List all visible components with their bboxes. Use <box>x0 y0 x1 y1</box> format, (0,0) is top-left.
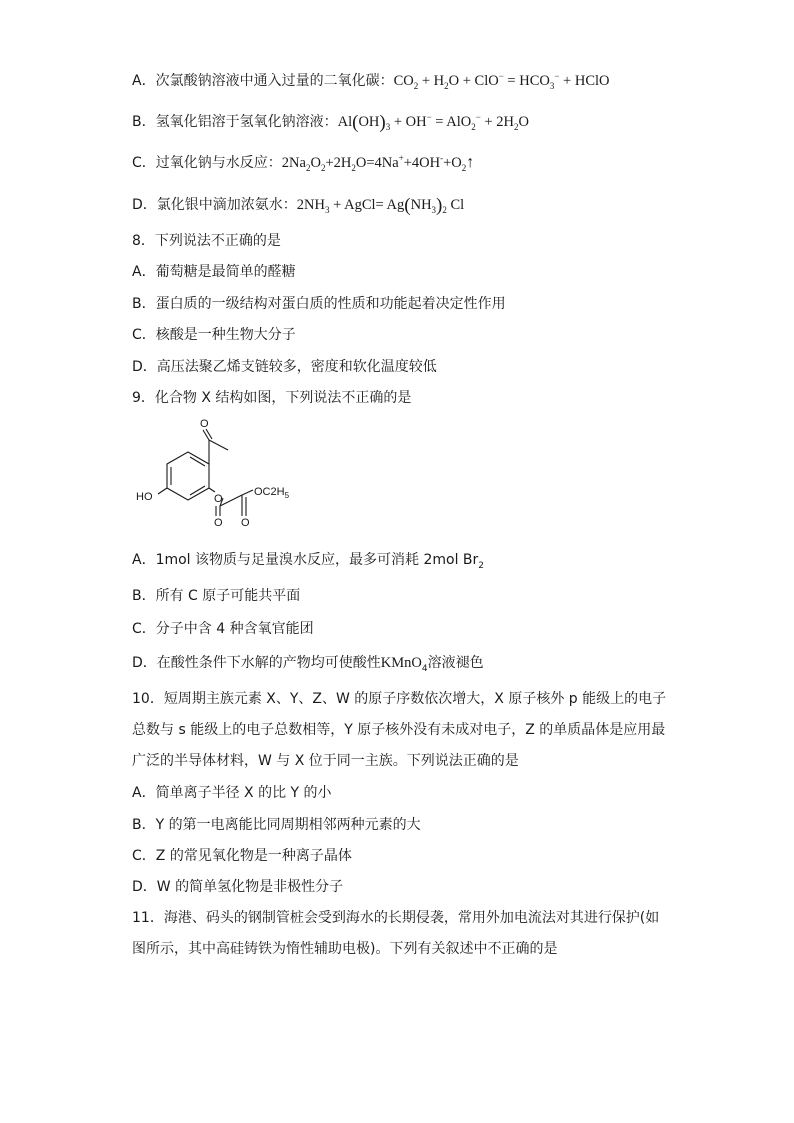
ring-oxygen-label: O <box>214 493 223 505</box>
acetyl-group <box>203 429 228 464</box>
q10-stem-line-3: 广泛的半导体材料，W 与 X 位于同一主族。下列说法正确的是 <box>132 753 519 769</box>
benzene-ring <box>167 452 209 500</box>
q8-option-a: A．葡萄糖是最简单的醛糖 <box>132 264 296 280</box>
q9-stem: 9．化合物 X 结构如图，下列说法不正确的是 <box>132 390 412 406</box>
q8-stem: 8．下列说法不正确的是 <box>132 233 281 249</box>
q9-option-a: A．1mol 该物质与足量溴水反应，最多可消耗 2mol $Br_2$ <box>132 552 485 571</box>
q8-option-c: C．核酸是一种生物大分子 <box>132 327 296 343</box>
q10-option-b: B．Y 的第一电离能比同周期相邻两种元素的大 <box>132 817 421 833</box>
q10-option-d: D．W 的简单氢化物是非极性分子 <box>132 879 344 895</box>
q7-equation-b: $Al(OH)_3 + OH^- = AlO_2^- + 2H_2O$ <box>337 112 529 133</box>
q7-equation-c: $2Na_2O_2+2H_2O=4Na^++4OH^-+O_2↑$ <box>281 153 475 173</box>
ethoxy-label: $OC2H_5$ <box>254 486 290 500</box>
ester-oxygen-label-1: O <box>214 517 223 529</box>
compound-x-structure <box>128 412 328 542</box>
q11-stem-line-1: 11．海港、码头的钢制管桩会受到海水的长期侵袭，常用外加电流法对其进行保护(如 <box>132 910 660 926</box>
q7-option-c: C．过氧化钠与水反应：$2Na_2O_2+2H_2O=4Na^++4OH^-+O_2↑$ <box>132 153 475 173</box>
q10-option-a: A．简单离子半径 X 的比 Y 的小 <box>132 785 332 801</box>
q7-option-a: A．次氯酸钠溶液中通入过量的二氧化碳：$CO_2 + H_2O + ClO^- = HCO_3^-$ + HClO <box>132 71 610 91</box>
keto-oxygen-label: O <box>200 418 209 430</box>
q8-option-b: B．蛋白质的一级结构对蛋白质的性质和功能起着决定性作用 <box>132 296 506 312</box>
q10-stem-line-1: 10．短周期主族元素 X、Y、Z、W 的原子序数依次增大，X 原子核外 p 能级上的电子 <box>132 691 667 707</box>
q10-stem-line-2: 总数与 s 能级上的电子总数相等，Y 原子核外没有未成对电子，Z 的单质晶体是应用最 <box>132 722 666 738</box>
hydroxyl-label: HO <box>136 491 153 503</box>
q9-option-b: B．所有 C 原子可能共平面 <box>132 588 301 604</box>
ester-chain <box>158 488 253 516</box>
ester-oxygen-label-2: O <box>241 517 250 529</box>
q9-option-c: C．分子中含 4 种含氧官能团 <box>132 621 314 637</box>
q7-option-b: B．氢氧化铝溶于氢氧化钠溶液：$Al(OH)_3 + OH^- = AlO_2^- + 2H_2O$ <box>132 112 529 133</box>
q7-equation-d: $2NH_3$ + AgCl= $Ag(NH_3)_2$ Cl <box>296 195 465 216</box>
q7-option-d: D．氯化银中滴加浓氨水：$2NH_3$ + AgCl= $Ag(NH_3)_2$ Cl <box>132 195 465 216</box>
q9-option-d: D．在酸性条件下水解的产物均可使酸性KMnO$_4$溶液褪色 <box>132 655 484 674</box>
q7-equation-a: $CO_2 + H_2O + ClO^- = HCO_3^-$ + HClO <box>393 71 610 91</box>
q11-stem-line-2: 图所示，其中高硅铸铁为惰性辅助电极)。下列有关叙述中不正确的是 <box>132 941 558 957</box>
q8-option-d: D．高压法聚乙烯支链较多，密度和软化温度较低 <box>132 359 437 375</box>
q10-option-c: C．Z 的常见氧化物是一种离子晶体 <box>132 848 352 864</box>
